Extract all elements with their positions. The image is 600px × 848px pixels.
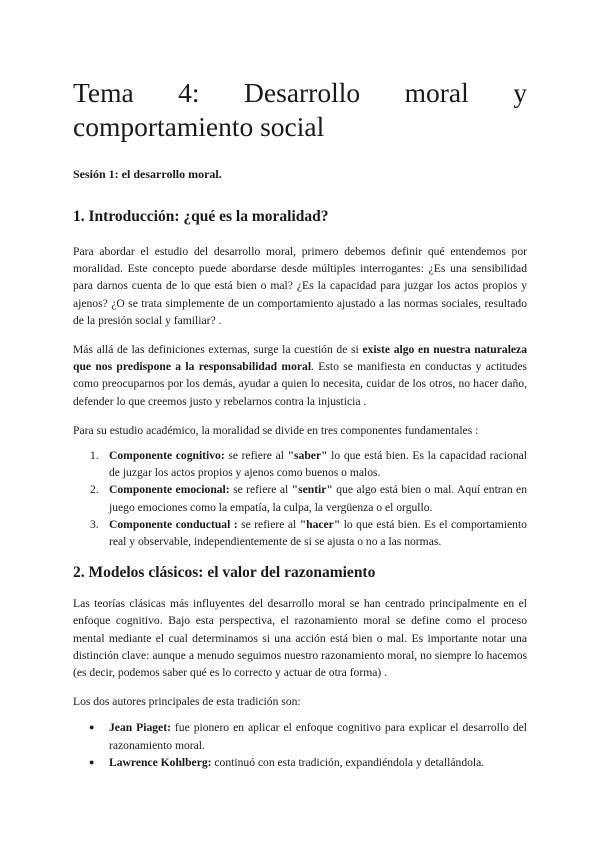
list-number: 3. [90, 517, 99, 531]
component-text: que algo está bien o mal. Aquí entran en juego emociones como la empatía, la culpa, la vergüenza o el orgullo. [109, 483, 527, 514]
component-name: Componente emocional: [109, 483, 230, 497]
bullet-icon: ● [89, 756, 95, 767]
title-line-1: Tema 4: Desarrollo moral y [73, 77, 527, 108]
list-item-component [73, 516, 527, 550]
paragraph-intro-2-bold: existe algo en nuestra naturaleza que nos predispone a la responsabilidad moral [73, 343, 527, 374]
list-number: 2. [90, 483, 99, 497]
section-heading-classic-models: 2. Modelos clásicos: el valor del razonamiento [73, 564, 376, 582]
paragraph-models-1: Las teorías clásicas más influyentes del desarrollo moral se han centrado principalmente en el enfoque cognitivo. Bajo esta perspectiva, el razonamiento moral se define como el proceso mental mediante el cual determinamos si una acción está bien o mal. Es importante notar una distinción clave: aunque a menudo seguimos nuestro razonamiento moral, no siempre lo hacemos (es decir, podemos saber qué es lo correcto y actuar de otra forma) . [73, 597, 527, 680]
component-text: se refiere al [224, 449, 288, 463]
authors-list [73, 719, 527, 771]
component-key: "hacer" [299, 517, 341, 531]
paragraph-models-2: Los dos autores principales de esta tradición son: [73, 695, 301, 709]
list-item-component [73, 447, 527, 481]
paragraph-intro-1: Para abordar el estudio del desarrollo moral, primero debemos definir qué entendemos por moralidad. Este concepto puede abordarse desde múltiples interrogantes: ¿Es una sensibilidad para darnos cuenta de lo que está bien o mal? ¿Es la capacidad para juzgar los actos propios y ajenos? ¿O se trata simplemente de un comportamiento ajustado a las normas sociales, resultado de la presión social y familiar? . [73, 245, 527, 327]
list-item-author [73, 719, 527, 753]
title-line-2: comportamiento social [73, 111, 325, 142]
component-text: se refiere al [237, 517, 300, 531]
author-text: continuó con esta tradición, expandiéndola y detallándola. [211, 755, 485, 769]
component-name: Componente cognitivo: [109, 449, 225, 463]
component-name: Componente conductual : [109, 517, 238, 531]
list-number: 1. [90, 449, 99, 463]
list-item-component [73, 481, 527, 515]
section-heading-introduction: 1. Introducción: ¿qué es la moralidad? [73, 208, 329, 225]
paragraph-intro-3: Para su estudio académico, la moralidad se divide en tres componentes fundamentales : [73, 423, 479, 437]
paragraph-intro-2-start: Más allá de las definiciones externas, surge la cuestión de si [73, 343, 363, 357]
document-title [73, 0, 527, 144]
session-label: Sesión 1: el desarrollo moral. [73, 167, 222, 181]
paragraph-intro-2 [73, 341, 527, 410]
component-text: se refiere al [229, 483, 292, 497]
components-list [73, 447, 527, 550]
component-text: lo que está bien. Es el comportamiento real y observable, independientemente de si se ajusta o no a las normas. [109, 517, 527, 549]
author-name: Jean Piaget: [109, 721, 171, 735]
list-item-author [73, 754, 527, 771]
component-key: "sentir" [291, 483, 333, 497]
component-key: "saber" [287, 449, 328, 463]
author-name: Lawrence Kohlberg: [109, 755, 212, 769]
component-text: lo que está bien. Es la capacidad racional de juzgar los actos propios y ajenos como buenos o malos. [109, 449, 527, 480]
paragraph-intro-2-end: . Esto se manifiesta en conductas y actitudes como preocuparnos por los demás, ayudar a quien lo necesita, cuidar de los otros, no hacer daño, defender lo que creemos justo y rebelarnos contra la injusticia . [73, 360, 527, 408]
bullet-icon: ● [89, 722, 95, 733]
author-text: fue pionero en aplicar el enfoque cognitivo para explicar el desarrollo del razonamiento moral. [109, 721, 527, 752]
